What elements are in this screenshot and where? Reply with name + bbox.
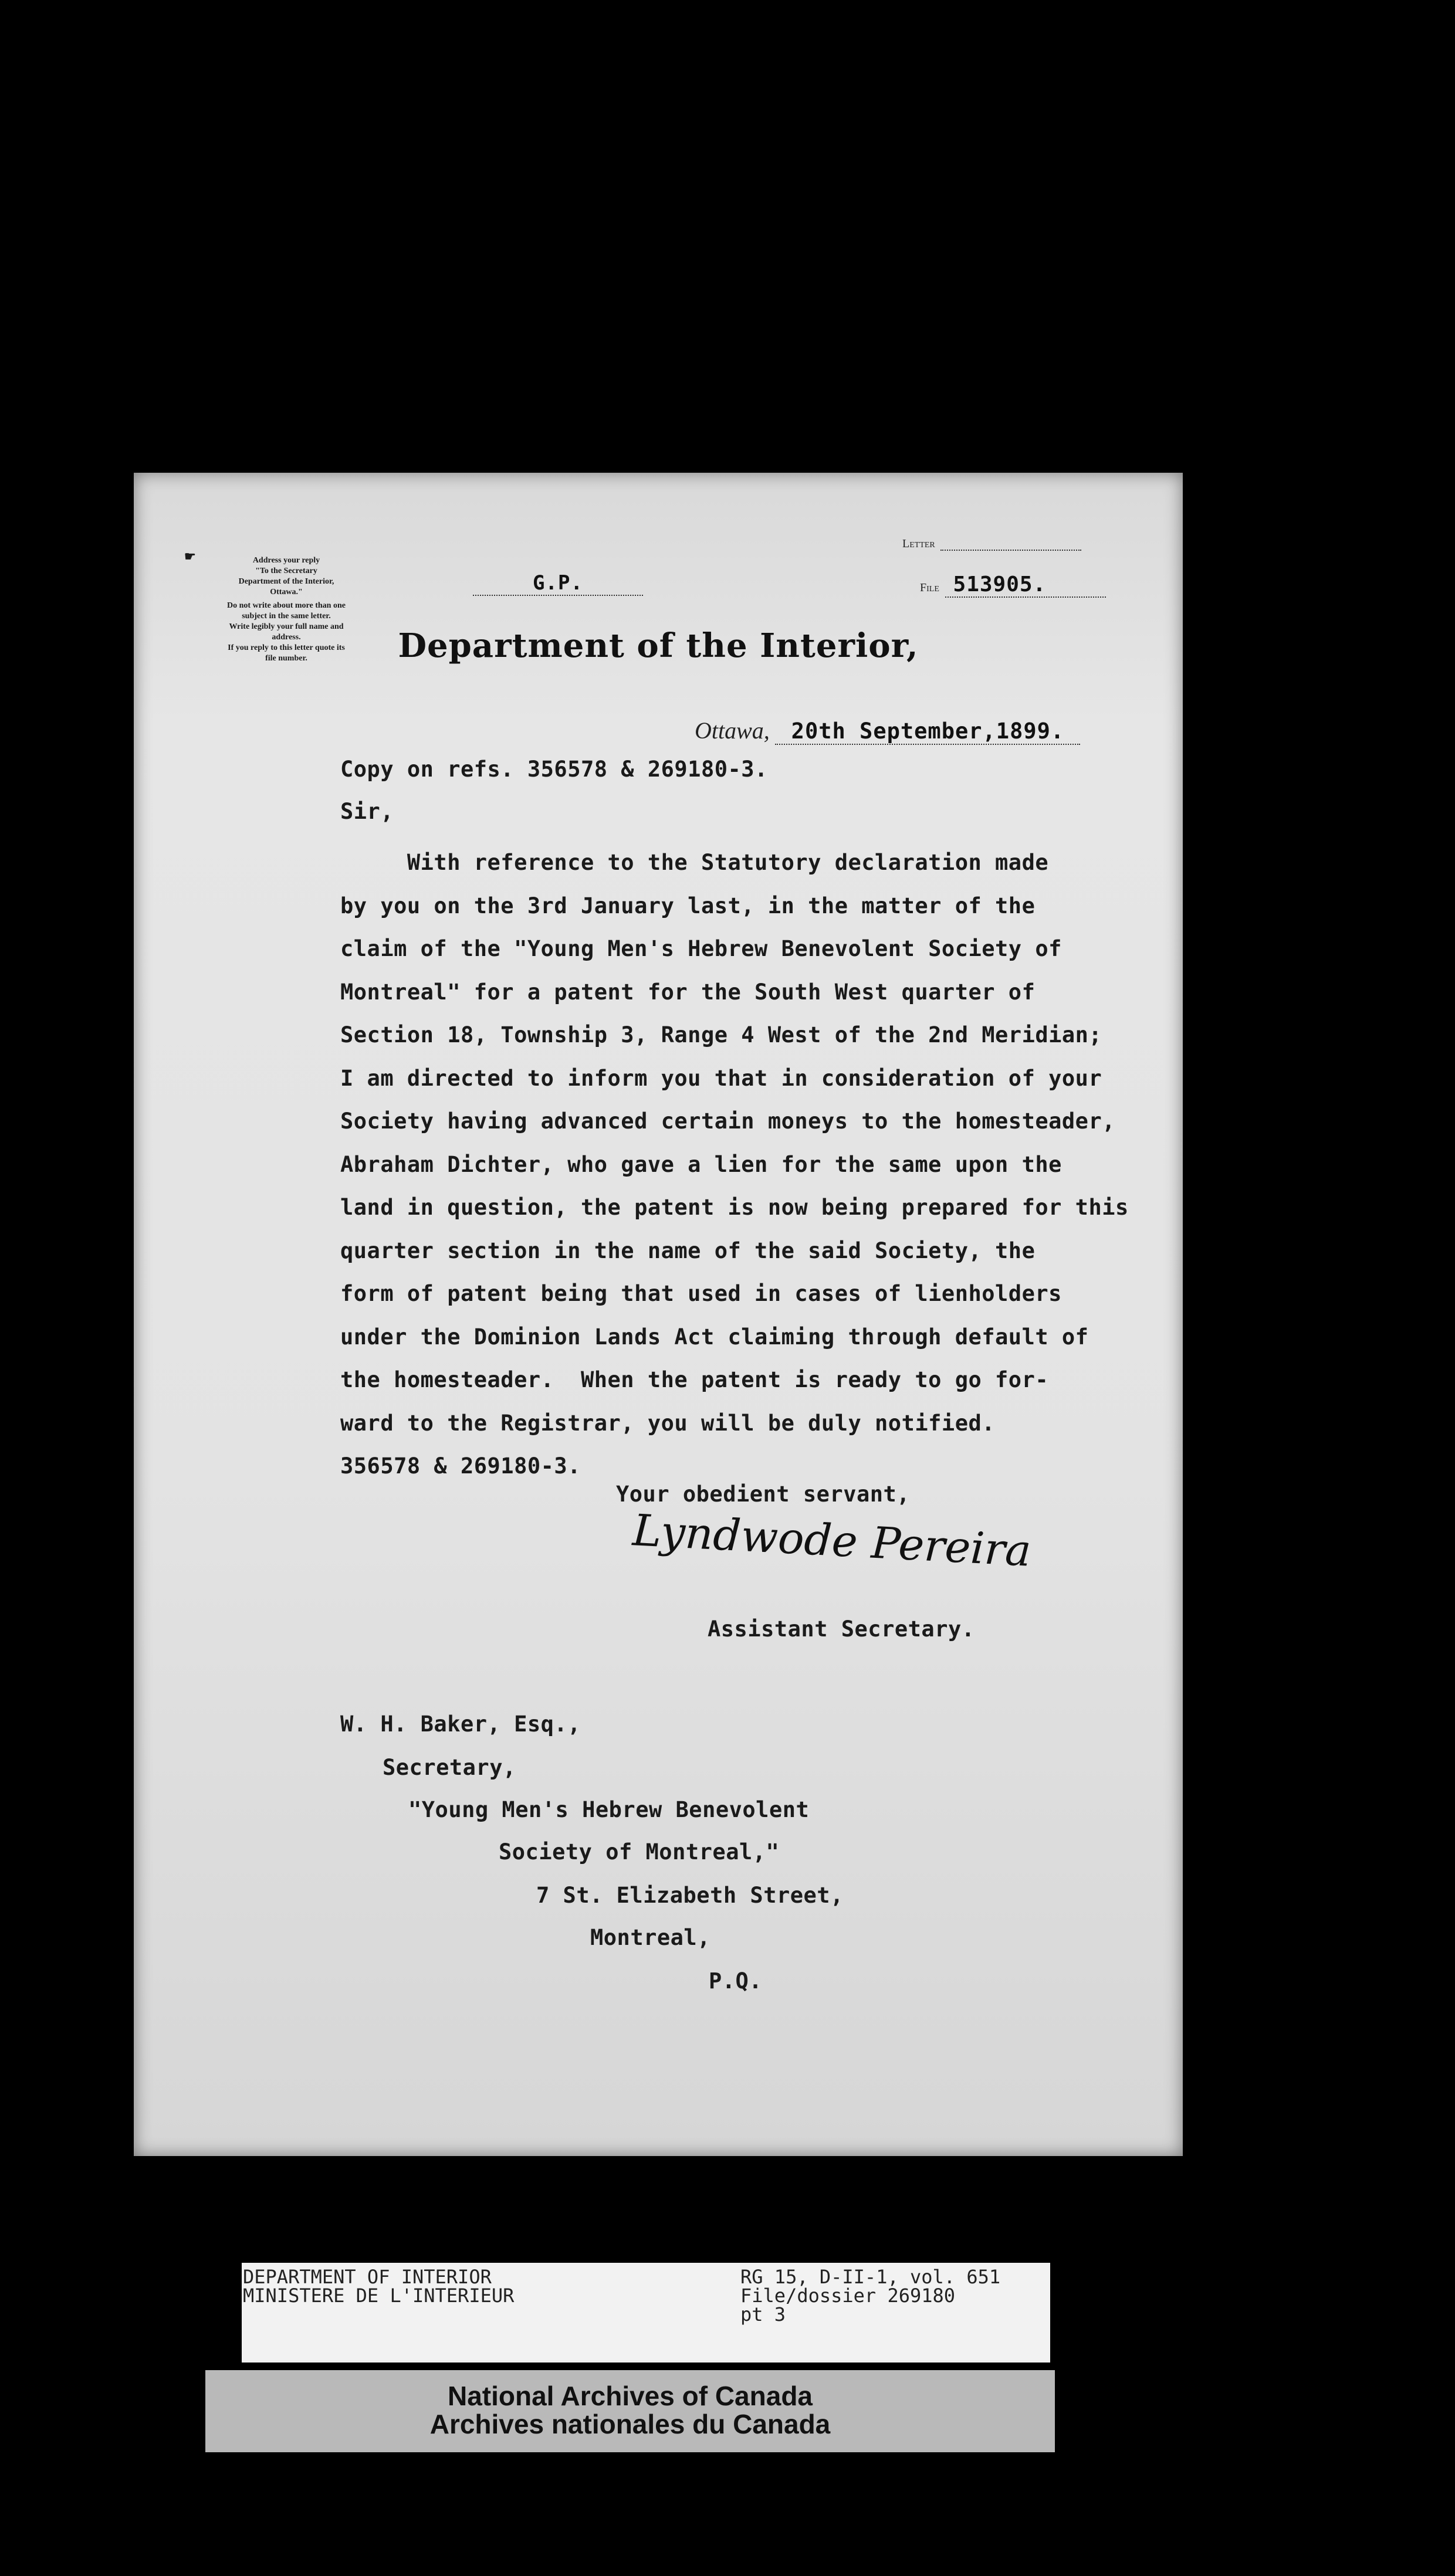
archives-footer [205, 2370, 1055, 2452]
archive-reference-label [242, 2263, 1050, 2363]
addressee-name: W. H. Baker, Esq., [340, 1711, 581, 1737]
addressee-line: P.Q. [709, 1968, 763, 1994]
signature: Lyndwode Pereira [631, 1505, 1033, 1577]
body-line: under the Dominion Lands Act claiming through default of [340, 1324, 1089, 1350]
archive-label-line: File/dossier 269180 [740, 2284, 956, 2307]
archive-label-line: MINISTERE DE L'INTERIEUR [243, 2284, 515, 2307]
instruction-line: Ottawa." [270, 588, 303, 596]
body-line: the homesteader. When the patent is ready to go for- [340, 1367, 1049, 1392]
place: Ottawa, [695, 717, 770, 744]
addressee-line: Montreal, [590, 1925, 710, 1950]
file-field [920, 572, 1155, 598]
instruction-line: Address your reply [252, 556, 320, 565]
body-line: by you on the 3rd January last, in the matter of the [340, 893, 1036, 918]
department-title: Department of the Interior, [398, 626, 919, 665]
instruction-line: subject in the same letter. [242, 612, 331, 621]
instruction-line: address. [272, 633, 301, 642]
addressee-line: "Young Men's Hebrew Benevolent [408, 1797, 810, 1822]
archive-file-reference [740, 2267, 1000, 2324]
archive-label-line: DEPARTMENT OF INTERIOR [243, 2266, 492, 2288]
instruction-line: Department of the Interior, [238, 577, 334, 586]
instruction-line: "To the Secretary [255, 567, 317, 575]
instruction-line: If you reply to this letter quote its [228, 643, 345, 652]
file-number: 513905. [945, 572, 1106, 598]
body-line: I am directed to inform you that in consideration of your [340, 1065, 1102, 1091]
letter-label: Letter [902, 537, 935, 550]
body-line: land in question, the patent is now being prepared for this [340, 1195, 1129, 1220]
initials: G.P. [533, 571, 583, 595]
body-line: quarter section in the name of the said Society, the [340, 1238, 1036, 1263]
signatory-title: Assistant Secretary. [708, 1616, 975, 1642]
letter-field [902, 537, 1137, 551]
archive-label-line: pt 3 [740, 2303, 786, 2326]
file-label: File [920, 581, 939, 594]
instruction-line: Write legibly your full name and [229, 622, 344, 631]
body-line: form of patent being that used in cases of lienholders [340, 1281, 1062, 1306]
addressee-line: Society of Montreal," [499, 1839, 780, 1865]
instruction-line: file number. [265, 654, 307, 663]
letter-page [134, 473, 1183, 2156]
archive-label-line: RG 15, D-II-1, vol. 651 [740, 2266, 1001, 2288]
body-line: Society having advanced certain moneys to the homesteader, [340, 1109, 1116, 1134]
archives-name-fr: Archives nationales du Canada [429, 2409, 831, 2439]
archive-department [243, 2267, 514, 2305]
valediction: Your obedient servant, [616, 1482, 911, 1507]
addressee-line: Secretary, [383, 1755, 516, 1780]
archives-name-en: National Archives of Canada [447, 2381, 813, 2411]
date-line [695, 717, 1141, 745]
body-line: Montreal" for a patent for the South West quarter of [340, 979, 1036, 1005]
instruction-line: Do not write about more than one [227, 601, 346, 610]
body-line: Abraham Dichter, who gave a lien for the same upon the [340, 1151, 1062, 1177]
body-line: With reference to the Statutory declaration made [340, 850, 1049, 875]
body-line: Section 18, Township 3, Range 4 West of the 2nd Meridian; [340, 1022, 1102, 1048]
date: 20th September,1899. [775, 718, 1080, 745]
salutation: Sir, [340, 799, 394, 824]
addressee-line: 7 St. Elizabeth Street, [536, 1883, 844, 1908]
letter-body [340, 841, 1162, 1488]
body-line: ward to the Registrar, you will be duly notified. [340, 1410, 996, 1436]
letter-line [940, 550, 1081, 551]
pointing-hand-icon: ☛ [184, 549, 196, 564]
file-references: 356578 & 269180-3. [340, 1453, 581, 1479]
body-line: claim of the "Young Men's Hebrew Benevolent Society of [340, 936, 1062, 961]
initials-field [473, 571, 643, 596]
copy-reference: Copy on refs. 356578 & 269180-3. [340, 757, 768, 782]
